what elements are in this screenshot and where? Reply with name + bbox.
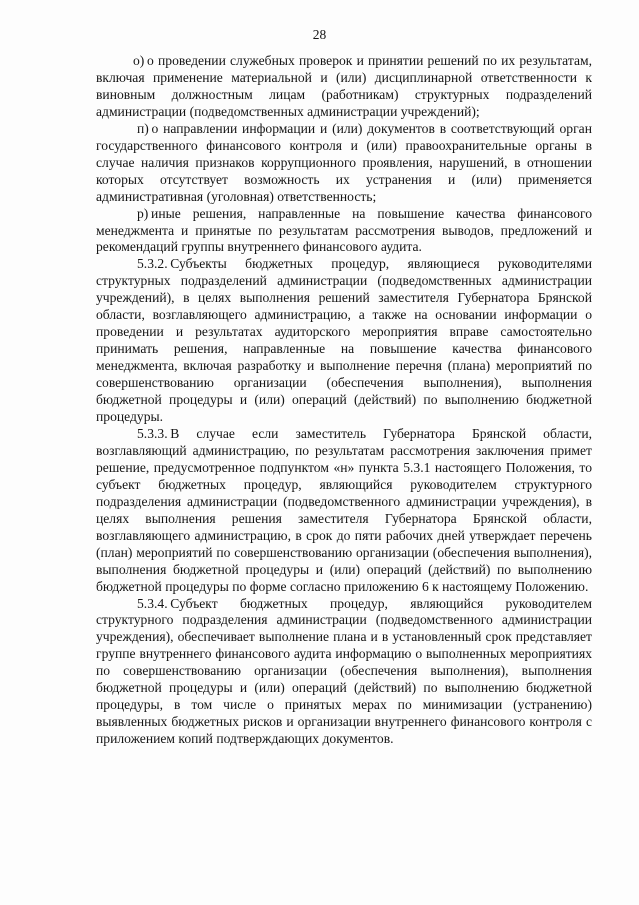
paragraph-5-3-4: 5.3.4. Субъект бюджетных процедур, являющийся руководителем структурного подразделения администрации (подведомственного администрации учреждения), обеспечивает выполнение плана и в установленный срок представляет группе внутреннего финансового аудита информацию о выполненных мероприятиях по совершенствованию организации (обеспечения выполнения), выполнения бюджетной процедуры и (или) операций (действий) по выполнению бюджетной процедуры, в том числе о принятых мерах по минимизации (устранению) выявленных бюджетных рисков и организации внутреннего финансового контроля с приложением копий подтверждающих документов. [96, 595, 592, 747]
page-number: 28 [312, 27, 327, 42]
paragraph-item-r: р) иные решения, направленные на повышение качества финансового менеджмента и принятые по результатам рассмотрения выводов, предложений и рекомендаций группы внутреннего финансового аудита. [96, 205, 592, 255]
paragraph-item-p: п) о направлении информации и (или) документов в соответствующий орган государственного финансового контроля и (или) правоохранительные органы в случае наличия признаков коррупционного проявления, нарушений, в отношении которых отсутствует возможность их устранения и (или) применяется административная (уголовная) ответственность; [96, 120, 592, 204]
paragraph-item-o: о) о проведении служебных проверок и принятии решений по их результатам, включая применение материальной и (или) дисциплинарной ответственности к виновным должностным лицам (работникам) структурных подразделений администрации (подведомственных администрации учреждений); [96, 53, 592, 119]
document-body [96, 53, 592, 748]
paragraph-5-3-2: 5.3.2. Субъекты бюджетных процедур, являющиеся руководителями структурных подразделений администрации (подведомственных администрации учреждений), в целях выполнения решений заместителя Губернатора Брянской области, возглавляющего администрацию, а также на основании информации о проведении и результатах аудиторского мероприятия вправе самостоятельно принимать решения, направленные на повышение качества финансового менеджмента, включая разработку и выполнение перечня (плана) мероприятий по совершенствованию организации (обеспечения выполнения), выполнения бюджетной процедуры и (или) операций (действий) по выполнению бюджетной процедуры. [96, 256, 592, 425]
paragraph-5-3-3: 5.3.3. В случае если заместитель Губернатора Брянской области, возглавляющий администрацию, по результатам рассмотрения заключения примет решение, предусмотренное подпунктом «н» пункта 5.3.1 настоящего Положения, то субъект бюджетных процедур, являющийся руководителем структурного подразделения администрации (подведомственного администрации учреждения), в целях выполнения решения заместителя Губернатора Брянской области, возглавляющего администрацию, в срок до пяти рабочих дней утверждает перечень (план) мероприятий по совершенствованию организации (обеспечения выполнения), выполнения бюджетной процедуры и (или) операций (действий) по выполнению бюджетной процедуры по форме согласно приложению 6 к настоящему Положению. [96, 425, 592, 594]
